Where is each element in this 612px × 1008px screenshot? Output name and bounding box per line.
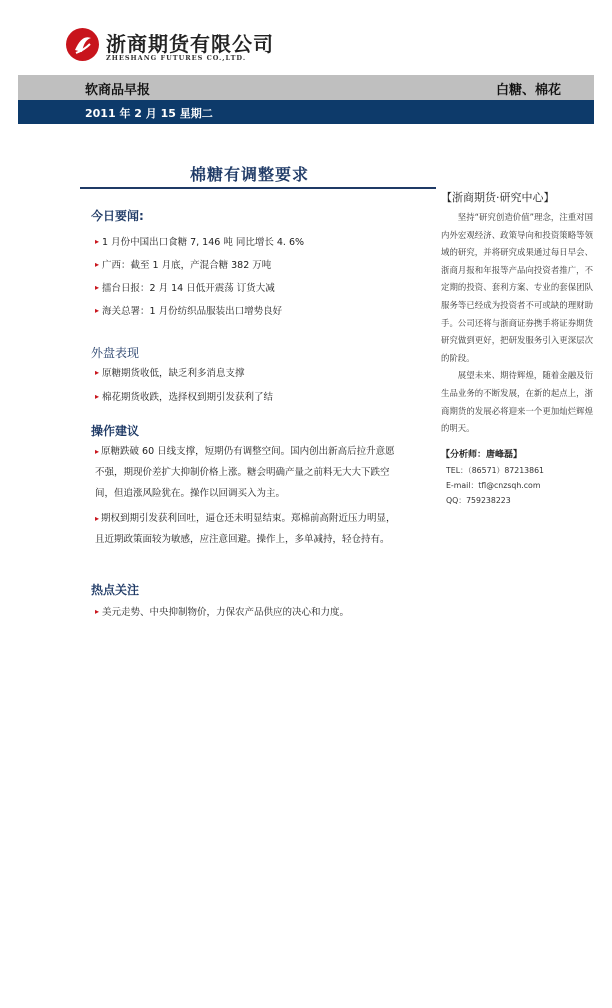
list-item: ▸ 擂台日报：2 月 14 日低开震荡 订货大减 <box>95 283 275 294</box>
list-item: ▸ 棉花期货收跌，选择权到期引发获利了结 <box>95 392 274 403</box>
report-date: 2011 年 2 月 15 星期二 <box>85 107 213 120</box>
company-name-cn: 浙商期货有限公司 <box>106 32 274 56</box>
section-focus-heading: 热点关注 <box>91 583 140 597</box>
list-item: ▸ 原糖期货收低，缺乏利多消息支撑 <box>95 368 245 379</box>
company-logo <box>66 26 274 66</box>
advice-paragraph-sugar: ▸ 原糖跌破 60 日线支撑，短期仍有调整空间。国内创出新高后拉升意愿 不强，期现价差扩大抑制价格上涨。糖会明确产量之前料无大大下跌空 间，但追涨风险犹在。操作以回调买入为主。 <box>95 446 395 499</box>
report-header-band <box>18 75 594 100</box>
advice-paragraph-cotton: ▸ 期权到期引发获利回吐，逼仓还未明显结束。郑棉前高附近压力明显， 且近期政策面较为敏感，应注意回避。操作上，多单减持，轻仓持有。 <box>95 513 396 545</box>
list-item: ▸ 1 月份中国出口食糖 7, 146 吨 同比增长 4. 6% <box>95 237 305 248</box>
section-today-heading: 今日要闻: <box>91 209 144 223</box>
company-name-en: ZHESHANG FUTURES CO.,LTD. <box>106 54 247 62</box>
list-item: ▸ 海关总署：1 月份纺织品服装出口增势良好 <box>95 306 283 317</box>
arrow-bullet-icon: ▸ <box>95 392 100 401</box>
sidebar-heading: 【浙商期货·研究中心】 <box>441 191 555 204</box>
analyst-qq: QQ：759238223 <box>446 496 511 505</box>
analyst-email: E-mail：tfl@cnzsqh.com <box>446 481 541 490</box>
arrow-bullet-icon: ▸ <box>95 283 100 292</box>
arrow-bullet-icon: ▸ <box>95 260 100 269</box>
report-type: 软商品早报 <box>85 83 151 98</box>
sidebar-intro <box>441 209 593 438</box>
sidebar-paragraph: 坚持“研究创造价值”理念，注重对国内外宏观经济、政策导向和投资策略等领域的研究，并将研究成果通过每日早会、浙商月报和年报等产品向投资者推广，不定期的投资、套利方案、专业的套保团队服务等已经成为投资者不可或缺的理财助手。公司还将与浙商证券携手将证券期货研究做到更好，把研发服务引入更深层次的阶段。 <box>441 212 593 363</box>
analyst-phone: TEL：（86571）87213861 <box>446 466 545 475</box>
logo-emblem-icon <box>66 28 99 61</box>
list-item: ▸ 美元走势、中央抑制物价，力保农产品供应的决心和力度。 <box>95 607 350 618</box>
analyst-heading: 【分析师：唐峰磊】 <box>441 450 523 460</box>
arrow-bullet-icon: ▸ <box>95 306 100 315</box>
arrow-bullet-icon: ▸ <box>95 447 100 456</box>
sidebar-paragraph: 展望未来、期待辉煌，随着金融及衍生品业务的不断发展，在新的起点上，浙商期货的发展必将迎来一个更加灿烂辉煌的明天。 <box>441 370 593 434</box>
arrow-bullet-icon: ▸ <box>95 237 100 246</box>
arrow-bullet-icon: ▸ <box>95 514 100 523</box>
arrow-bullet-icon: ▸ <box>95 368 100 377</box>
report-title: 棉糖有调整要求 <box>190 165 310 184</box>
title-divider <box>80 187 436 189</box>
report-commodities: 白糖、棉花 <box>495 83 561 98</box>
arrow-bullet-icon: ▸ <box>95 607 100 616</box>
list-item: ▸ 广西：截至 1 月底，产混合糖 382 万吨 <box>95 260 272 271</box>
section-outer-heading: 外盘表现 <box>91 346 140 360</box>
section-advice-heading: 操作建议 <box>91 424 140 438</box>
date-band <box>18 100 594 124</box>
